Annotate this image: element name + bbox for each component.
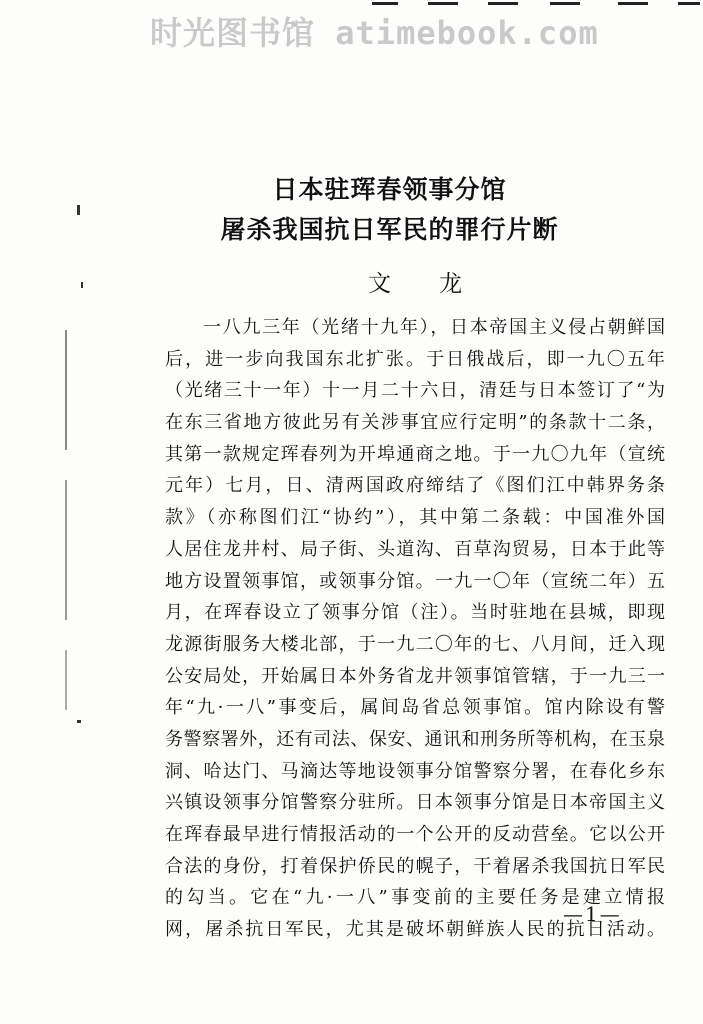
page-number: —1— — [563, 902, 622, 926]
author-name: 文龙 — [368, 271, 510, 297]
article-title-line-2: 屠杀我国抗日军民的罪行片断 — [220, 215, 559, 244]
body-line: 在东三省地方彼此另有关涉事宜应行定明”的条款十二条， — [165, 412, 665, 434]
body-line: 元年）七月，日、清两国政府缔结了《图们江中韩界务条 — [165, 475, 665, 497]
body-line: 的勾当。它在“九·一八”事变前的主要任务是建立情报 — [165, 887, 665, 909]
body-line: （光绪三十一年）十一月二十六日，清廷与日本签订了“为 — [165, 380, 665, 402]
body-line: 其第一款规定珲春列为开埠通商之地。于一九〇九年（宣统 — [165, 443, 665, 465]
body-line: 网，屠杀抗日军民，尤其是破坏朝鲜族人民的抗日活动。 — [165, 919, 665, 941]
body-line: 地方设置领事馆，或领事分馆。一九一〇年（宣统二年）五 — [165, 570, 665, 592]
body-line: 一八九三年（光绪十九年），日本帝国主义侵占朝鲜国 — [203, 317, 665, 338]
article-body — [165, 312, 665, 946]
body-line: 人居住龙井村、局子街、头道沟、百草沟贸易，日本于此等 — [165, 538, 665, 560]
watermark: 时光图书馆 atimebook.com — [150, 14, 599, 52]
body-line: 款》（亦称图们江“协约”），其中第二条载：中国准外国 — [165, 507, 665, 529]
body-line: 在珲春最早进行情报活动的一个公开的反动营垒。它以公开 — [165, 824, 665, 845]
body-line: 务警察署外，还有司法、保安、通讯和刑务所等机构，在玉泉 — [165, 728, 665, 750]
binding-margin-marks — [55, 200, 85, 760]
scan-edge-marks — [360, 0, 703, 6]
body-line: 月，在珲春设立了领事分馆（注）。当时驻地在县城，即现 — [165, 602, 665, 624]
body-line: 洞、哈达门、马滴达等地设领事分馆警察分署，在春化乡东 — [165, 760, 665, 782]
body-line: 兴镇设领事分馆警察分驻所。日本领事分馆是日本帝国主义 — [165, 792, 665, 814]
body-line: 合法的身份，打着保护侨民的幌子，干着屠杀我国抗日军民 — [165, 855, 665, 877]
body-line: 后，进一步向我国东北扩张。于日俄战后，即一九〇五年 — [165, 348, 665, 370]
body-line: 龙源街服务大楼北部，于一九二〇年的七、八月间，迁入现 — [165, 633, 665, 655]
body-line: 公安局处，开始属日本外务省龙井领事馆管辖，于一九三一 — [165, 665, 665, 687]
body-line: 年“九·一八”事变后，属间岛省总领事馆。馆内除设有警 — [165, 697, 665, 719]
article-title-line-1: 日本驻珲春领事分馆 — [272, 175, 507, 204]
